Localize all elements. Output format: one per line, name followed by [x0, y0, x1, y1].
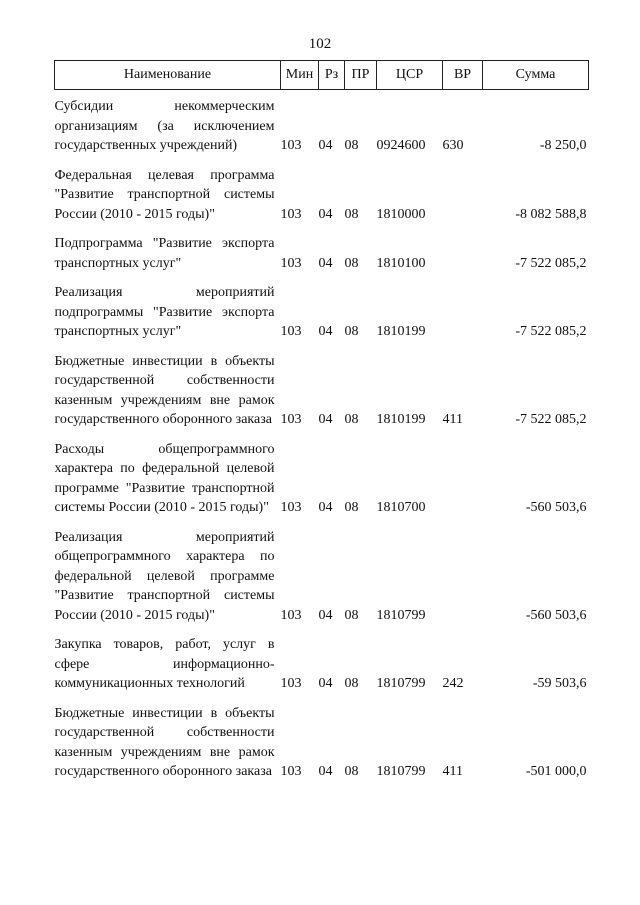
row-rz: 04	[318, 764, 333, 779]
budget-table	[54, 60, 589, 785]
row-csr: 1810000	[376, 206, 426, 222]
header-rz: Рз	[319, 61, 345, 90]
row-name: Субсидии некоммерческим организациям (за исключением государственных учреждений)	[54, 99, 275, 153]
row-sum: -7 522 085,2	[515, 412, 587, 427]
table-row	[55, 159, 589, 228]
row-sum: -7 522 085,2	[515, 324, 587, 339]
row-csr: 1810100	[376, 255, 426, 271]
row-sum: -7 522 085,2	[515, 255, 587, 271]
row-rz: 04	[318, 412, 333, 427]
row-name: Бюджетные инвестиции в объекты государственной собственности казенным учреждениям вне рамок государственного оборонного заказа	[54, 353, 275, 427]
row-min: 103	[280, 255, 302, 271]
table-row	[55, 90, 589, 159]
row-min: 103	[280, 676, 302, 691]
row-sum: -501 000,0	[525, 764, 587, 779]
table-header	[55, 61, 589, 90]
table-row	[55, 345, 589, 433]
row-csr: 1810199	[376, 324, 426, 339]
header-pr: ПР	[345, 61, 377, 90]
row-sum: -59 503,6	[532, 676, 587, 691]
row-vr	[443, 159, 483, 228]
row-name: Подпрограмма "Развитие экспорта транспортных услуг"	[54, 236, 275, 271]
table-row	[55, 276, 589, 345]
row-sum: -8 250,0	[539, 138, 587, 153]
row-vr	[443, 276, 483, 345]
row-name: Расходы общепрограммного характера по федеральной целевой программе "Развитие транспортной системы России (2010 - 2015 годы)"	[54, 441, 275, 515]
row-min: 103	[280, 138, 302, 153]
row-vr	[443, 521, 483, 629]
row-csr: 1810799	[376, 676, 426, 691]
row-rz: 04	[318, 607, 333, 623]
row-pr: 08	[344, 676, 359, 691]
table-row	[55, 628, 589, 697]
header-name: Наименование	[55, 61, 281, 90]
row-sum: -8 082 588,8	[515, 206, 587, 222]
table-row	[55, 697, 589, 785]
row-pr: 08	[344, 607, 359, 623]
row-vr: 242	[442, 676, 464, 691]
row-rz: 04	[318, 138, 333, 153]
row-pr: 08	[344, 255, 359, 271]
row-sum: -560 503,6	[525, 500, 587, 515]
row-rz: 04	[318, 676, 333, 691]
row-min: 103	[280, 412, 302, 427]
row-csr: 0924600	[376, 138, 426, 153]
row-pr: 08	[344, 138, 359, 153]
row-sum: -560 503,6	[525, 607, 587, 623]
row-min: 103	[280, 764, 302, 779]
table-row	[55, 521, 589, 629]
row-min: 103	[280, 500, 302, 515]
row-rz: 04	[318, 500, 333, 515]
row-vr	[443, 227, 483, 276]
row-vr: 411	[442, 764, 463, 779]
row-vr: 630	[442, 138, 464, 153]
row-vr	[443, 433, 483, 521]
row-rz: 04	[318, 324, 333, 339]
table-row	[55, 227, 589, 276]
row-min: 103	[280, 206, 302, 222]
row-csr: 1810799	[376, 764, 426, 779]
header-vr: ВР	[443, 61, 483, 90]
row-name: Реализация мероприятий общепрограммного характера по федеральной целевой программе "Развитие транспортной системы России (2010 - 2015 годы)"	[54, 529, 275, 623]
table-row	[55, 433, 589, 521]
row-pr: 08	[344, 324, 359, 339]
row-name: Закупка товаров, работ, услуг в сфере информационно-коммуникационных технологий	[54, 637, 275, 691]
row-vr: 411	[442, 412, 463, 427]
row-rz: 04	[318, 206, 333, 222]
row-pr: 08	[344, 500, 359, 515]
row-pr: 08	[344, 206, 359, 222]
header-min: Мин	[281, 61, 319, 90]
row-pr: 08	[344, 764, 359, 779]
page-number: 102	[308, 36, 332, 52]
row-csr: 1810199	[376, 412, 426, 427]
row-name: Реализация мероприятий подпрограммы "Развитие экспорта транспортных услуг"	[54, 285, 275, 339]
row-rz: 04	[318, 255, 333, 271]
row-csr: 1810700	[376, 500, 426, 515]
row-pr: 08	[344, 412, 359, 427]
row-csr: 1810799	[376, 607, 426, 623]
header-csr: ЦСР	[377, 61, 443, 90]
row-min: 103	[280, 607, 302, 623]
row-name: Федеральная целевая программа "Развитие транспортной системы России (2010 - 2015 годы)"	[54, 167, 275, 222]
header-sum: Сумма	[483, 61, 589, 90]
row-name: Бюджетные инвестиции в объекты государственной собственности казенным учреждениям вне рамок государственного оборонного заказа	[54, 705, 275, 779]
row-min: 103	[280, 324, 302, 339]
